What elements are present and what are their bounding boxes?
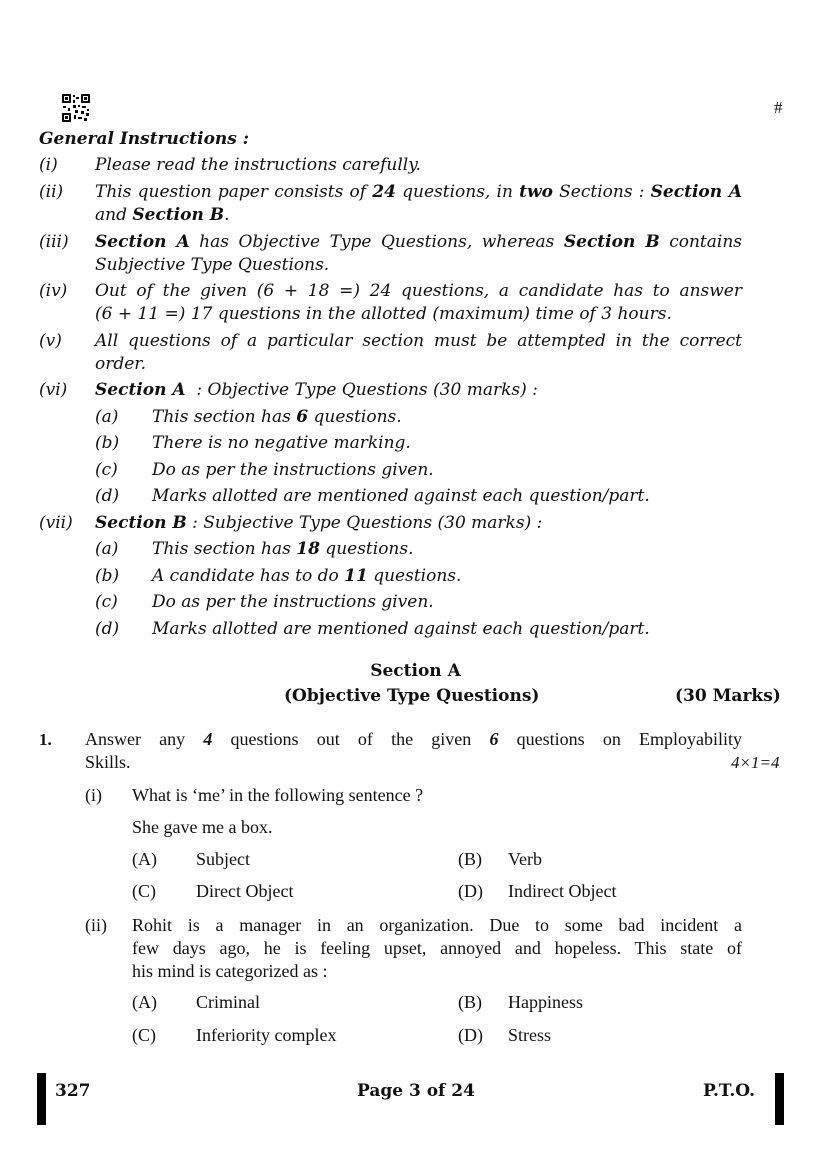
hash-mark: # [774, 98, 783, 117]
question-marks: 4×1=4 [731, 753, 780, 772]
option-text: Subject [196, 849, 250, 869]
instruction-number: (ii) [39, 182, 64, 202]
instruction-text-cont: and Section B. [95, 205, 230, 225]
sub-item-label: (b) [95, 566, 120, 586]
question-text-cont: Skills. [85, 752, 131, 772]
sub-item-text: Marks allotted are mentioned against each question/part. [152, 486, 650, 506]
option-text: Direct Object [196, 881, 294, 901]
sub-item-text: There is no negative marking. [152, 433, 411, 453]
sub-item-label: (d) [95, 486, 120, 506]
sub-item-text: Marks allotted are mentioned against each question/part. [152, 619, 650, 639]
option-label: (C) [132, 1025, 156, 1045]
question-number: 1. [39, 730, 52, 749]
sub-item-text: This section has 6 questions. [152, 407, 402, 427]
sub-item-label: (a) [95, 539, 119, 559]
footer-left-bar [37, 1073, 46, 1125]
instruction-text: Section A has Objective Type Questions, whereas Section B contains [95, 232, 742, 252]
part-question: Rohit is a manager in an organization. Due to some bad incident a [132, 915, 742, 935]
part-question: What is ‘me’ in the following sentence ? [132, 785, 424, 805]
instruction-text: Section B : Subjective Type Questions (30 marks) : [95, 513, 543, 533]
option-label: (C) [132, 881, 156, 901]
instruction-number: (iv) [39, 281, 68, 301]
option-label: (A) [132, 849, 157, 869]
footer-right-bar [775, 1073, 784, 1125]
instruction-text-cont: Subjective Type Questions. [95, 255, 330, 275]
instruction-number: (i) [39, 155, 58, 175]
part-question-cont: few days ago, he is feeling upset, annoyed and hopeless. This state of [132, 938, 742, 958]
sub-item-text: A candidate has to do 11 questions. [152, 566, 462, 586]
option-label: (B) [458, 849, 482, 869]
sub-item-label: (d) [95, 619, 120, 639]
sub-item-label: (c) [95, 592, 118, 612]
part-number: (i) [85, 785, 102, 805]
option-text: Inferiority complex [196, 1025, 337, 1045]
general-instructions-heading: General Instructions : [39, 129, 250, 149]
question-text: Answer any 4 questions out of the given 6 questions on Employability [85, 729, 742, 749]
option-text: Stress [508, 1025, 552, 1045]
part-question-cont: his mind is categorized as : [132, 961, 328, 981]
option-label: (A) [132, 992, 157, 1012]
instruction-number: (v) [39, 331, 62, 351]
part-sentence: She gave me a box. [132, 817, 273, 837]
instruction-text: All questions of a particular section must be attempted in the correct [95, 331, 742, 351]
instruction-number: (iii) [39, 232, 69, 252]
instruction-number: (vii) [39, 513, 73, 533]
page-number: Page 3 of 24 [357, 1081, 475, 1101]
instruction-text: Section A : Objective Type Questions (30 marks) : [95, 380, 538, 400]
sub-item-label: (b) [95, 433, 120, 453]
instruction-text-cont: (6 + 11 =) 17 questions in the allotted (maximum) time of 3 hours. [95, 304, 672, 324]
sub-item-label: (a) [95, 407, 119, 427]
option-text: Indirect Object [508, 881, 617, 901]
option-label: (D) [458, 881, 483, 901]
instruction-number: (vi) [39, 380, 68, 400]
sub-item-text: This section has 18 questions. [152, 539, 414, 559]
instruction-text: Out of the given (6 + 18 =) 24 questions, a candidate has to answer [95, 281, 742, 301]
option-text: Criminal [196, 992, 260, 1012]
sub-item-text: Do as per the instructions given. [152, 460, 434, 480]
section-title: Section A [370, 661, 461, 681]
instruction-text-cont: order. [95, 354, 146, 374]
pto-label: P.T.O. [703, 1081, 755, 1101]
part-number: (ii) [85, 915, 107, 935]
section-marks: (30 Marks) [675, 686, 781, 706]
option-label: (B) [458, 992, 482, 1012]
option-text: Verb [508, 849, 542, 869]
section-subtitle: (Objective Type Questions) [284, 686, 540, 706]
instruction-text: This question paper consists of 24 questions, in two Sections : Section A [95, 182, 743, 202]
sub-item-text: Do as per the instructions given. [152, 592, 434, 612]
sub-item-label: (c) [95, 460, 118, 480]
paper-code: 327 [55, 1081, 91, 1101]
option-text: Happiness [508, 992, 583, 1012]
instruction-text: Please read the instructions carefully. [95, 155, 421, 175]
option-label: (D) [458, 1025, 483, 1045]
qr-code-icon [61, 93, 91, 123]
